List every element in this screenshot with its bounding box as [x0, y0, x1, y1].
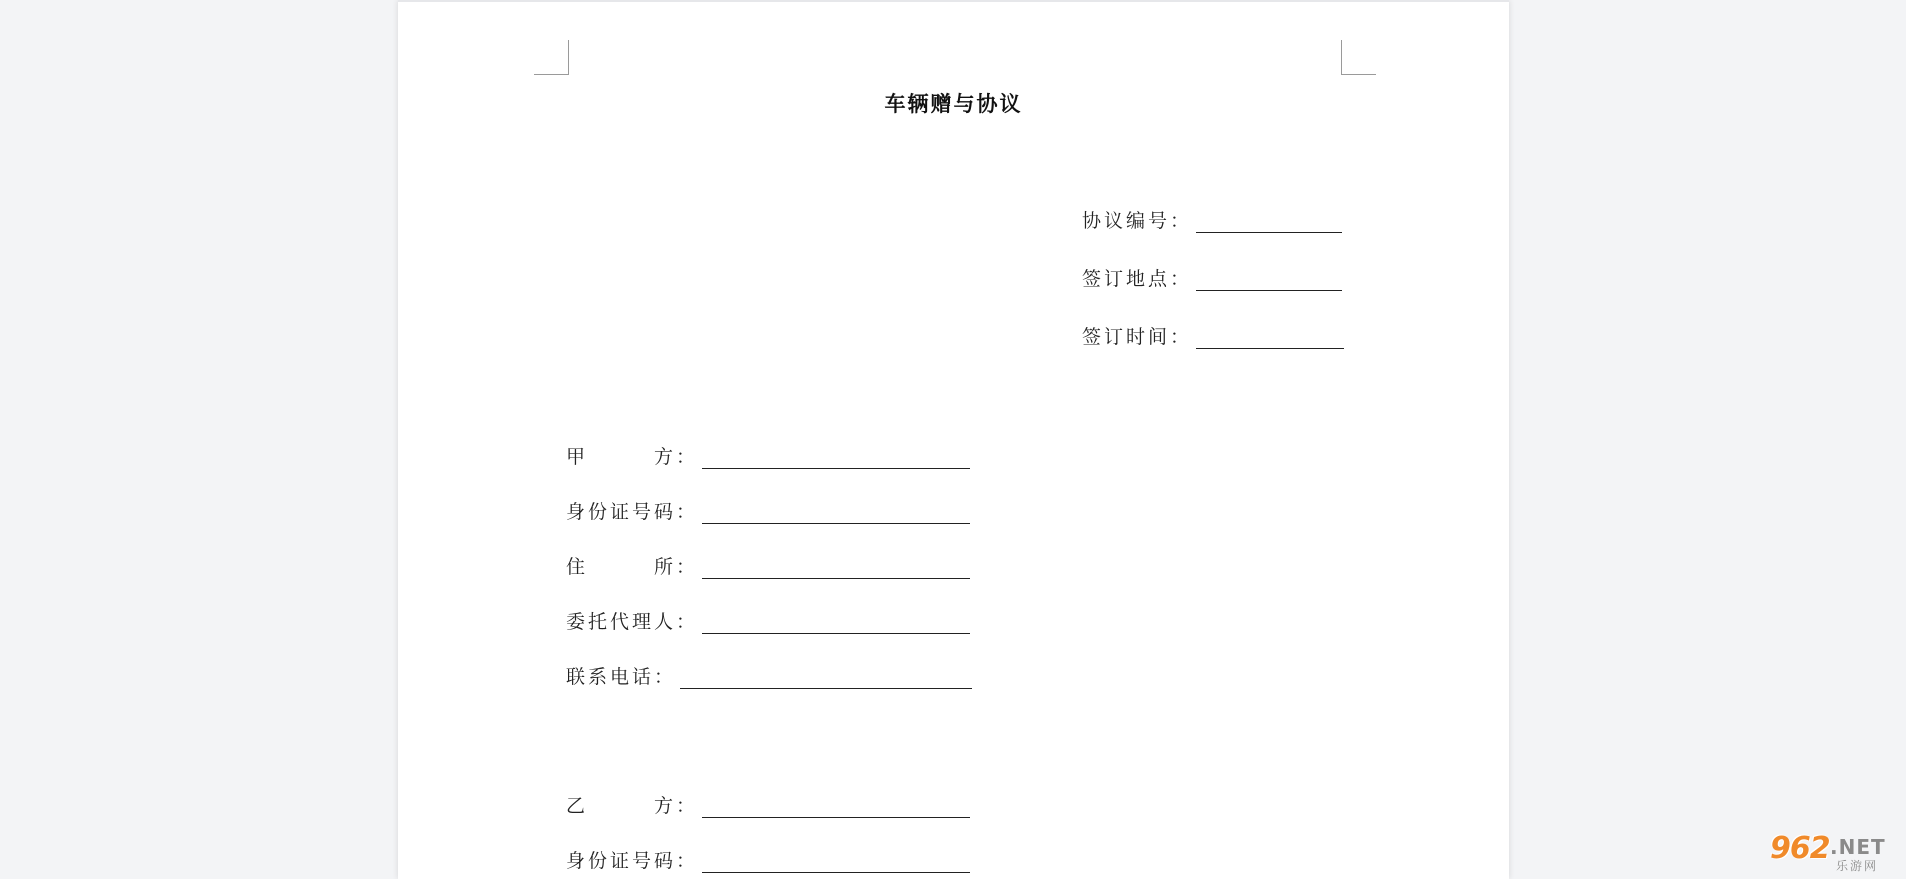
- field-label: 联系电话：: [566, 666, 677, 688]
- blank-line: [1196, 272, 1342, 291]
- party-a-address-field: [566, 552, 970, 579]
- party-a-name-field: [566, 442, 970, 469]
- field-label: 身份证号码：: [566, 850, 699, 872]
- watermark-suffix: .NET: [1830, 835, 1886, 859]
- page-top-edge: [398, 0, 1509, 2]
- party-a-phone-field: [566, 662, 972, 689]
- field-agreement-number: [1082, 206, 1342, 233]
- watermark-number: 962: [1770, 831, 1830, 866]
- field-label: 甲 方：: [566, 446, 699, 468]
- document-title: 车辆赠与协议: [884, 91, 1023, 116]
- field-label: 签订时间：: [1082, 326, 1193, 348]
- blank-line: [702, 505, 970, 524]
- party-a-id-field: [566, 497, 970, 524]
- field-label: 住 所：: [566, 556, 699, 578]
- field-label: 乙 方：: [566, 795, 699, 817]
- watermark-subtitle: 乐游网: [1836, 859, 1879, 873]
- margin-corner-top-left: [534, 40, 569, 75]
- blank-line: [702, 450, 970, 469]
- document-page[interactable]: [398, 0, 1509, 879]
- party-b-name-field: [566, 791, 970, 818]
- field-label: 协议编号：: [1082, 210, 1193, 232]
- field-label: 签订地点：: [1082, 268, 1193, 290]
- field-signing-place: [1082, 264, 1342, 291]
- blank-line: [1196, 330, 1344, 349]
- blank-line: [702, 560, 970, 579]
- blank-line: [702, 615, 970, 634]
- blank-line: [680, 670, 972, 689]
- party-a-agent-field: [566, 607, 970, 634]
- blank-line: [702, 854, 970, 873]
- margin-corner-top-right: [1341, 40, 1376, 75]
- field-label: 委托代理人：: [566, 611, 699, 633]
- blank-line: [702, 799, 970, 818]
- field-signing-time: [1082, 322, 1344, 349]
- blank-line: [1196, 214, 1342, 233]
- site-watermark-logo: [1766, 831, 1898, 873]
- party-b-id-field: [566, 846, 970, 873]
- field-label: 身份证号码：: [566, 501, 699, 523]
